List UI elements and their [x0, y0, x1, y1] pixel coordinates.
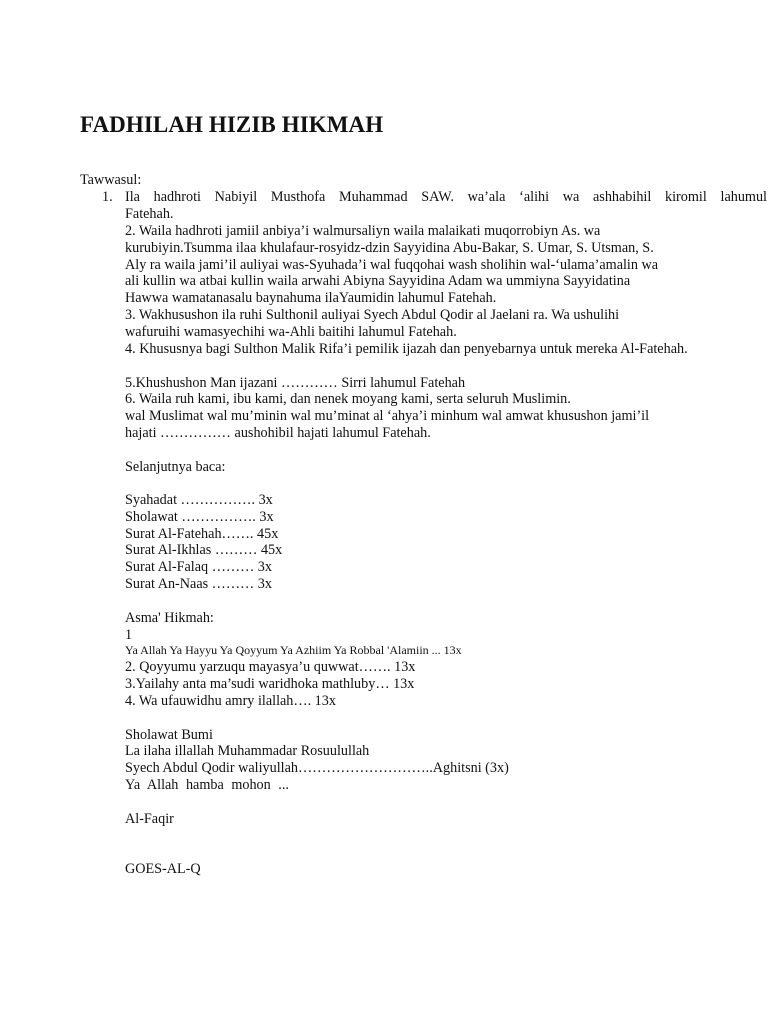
sholawat-bumi-line: Ya Allah hamba mohon ...	[125, 777, 289, 793]
asma-number: 1	[125, 627, 133, 643]
tawwasul-line: 6. Waila ruh kami, ibu kami, dan nenek moyang kami, serta seluruh Muslimin.	[125, 391, 571, 407]
page-title: FADHILAH HIZIB HIKMAH	[80, 112, 384, 137]
reading-item: Syahadat ……………. 3x	[125, 492, 273, 508]
author-name: GOES-AL-Q	[125, 861, 201, 877]
tawwasul-line: wafuruihi wamasyechihi wa-Ahli baitihi lahumul Fatehah.	[125, 324, 457, 340]
tawwasul-item1-line1: Ila hadhroti Nabiyil Musthofa Muhammad SAW. wa’ala ‘alihi wa ashhabihil kiromil lahumul	[125, 189, 767, 205]
sholawat-bumi-line: La ilaha illallah Muhammadar Rosuulullah	[125, 743, 370, 759]
tawwasul-line: wal Muslimat wal mu’minin wal mu’minat al ‘ahya’i minhum wal amwat khusushon jami’il	[125, 408, 650, 424]
tawwasul-line: hajati …………… aushohibil hajati lahumul Fatehah.	[125, 425, 431, 441]
reading-item: Surat Al-Ikhlas ……… 45x	[125, 542, 283, 558]
asma-label: Asma' Hikmah:	[125, 610, 214, 626]
reading-item: Sholawat ……………. 3x	[125, 509, 274, 525]
selanjutnya-label: Selanjutnya baca:	[125, 459, 226, 475]
asma-line: Ya Allah Ya Hayyu Ya Qoyyum Ya Azhiim Ya Robbal 'Alamiin ... 13x	[125, 643, 462, 657]
list-marker-1: 1.	[102, 189, 113, 205]
tawwasul-item1-line2: Fatehah.	[125, 206, 174, 222]
tawwasul-label: Tawwasul:	[80, 172, 142, 188]
tawwasul-line: 5.Khushushon Man ijazani ………… Sirri lahumul Fatehah	[125, 375, 466, 391]
tawwasul-line: ali kullin wa atbai kullin waila arwahi Abiyna Sayyidina Adam wa ummiyna Sayyidatina	[125, 273, 631, 289]
tawwasul-line: kurubiyin.Tsumma ilaa khulafaur-rosyidz-dzin Sayyidina Abu-Bakar, S. Umar, S. Utsman, S.	[125, 240, 654, 256]
tawwasul-line: Aly ra waila jami’il auliyai was-Syuhada’i wal fuqqohai wash sholihin wal-‘ulama’amalin wa	[125, 257, 659, 273]
tawwasul-line: 4. Khususnya bagi Sulthon Malik Rifa’i pemilik ijazah dan penyebarnya untuk mereka Al-Fatehah.	[125, 341, 688, 357]
sholawat-bumi-label: Sholawat Bumi	[125, 727, 213, 743]
reading-item: Surat Al-Fatehah……. 45x	[125, 526, 279, 542]
reading-item: Surat An-Naas ……… 3x	[125, 576, 272, 592]
signoff: Al-Faqir	[125, 811, 174, 827]
tawwasul-line: 3. Wakhusushon ila ruhi Sulthonil auliyai Syech Abdul Qodir al Jaelani ra. Wa ushulihi	[125, 307, 620, 323]
asma-line: 3.Yailahy anta ma’sudi waridhoka mathluby… 13x	[125, 676, 415, 692]
tawwasul-line: 2. Waila hadhroti jamiil anbiya’i walmursaliyn waila malaikati muqorrobiyn As. wa	[125, 223, 601, 239]
tawwasul-line: Hawwa wamatanasalu baynahuma ilaYaumidin lahumul Fatehah.	[125, 290, 497, 306]
asma-line: 2. Qoyyumu yarzuqu mayasya’u quwwat……. 13x	[125, 659, 416, 675]
sholawat-bumi-line: Syech Abdul Qodir waliyullah………………………..Aghitsni (3x)	[125, 760, 509, 776]
asma-line: 4. Wa ufauwidhu amry ilallah…. 13x	[125, 693, 336, 709]
reading-item: Surat Al-Falaq ……… 3x	[125, 559, 272, 575]
